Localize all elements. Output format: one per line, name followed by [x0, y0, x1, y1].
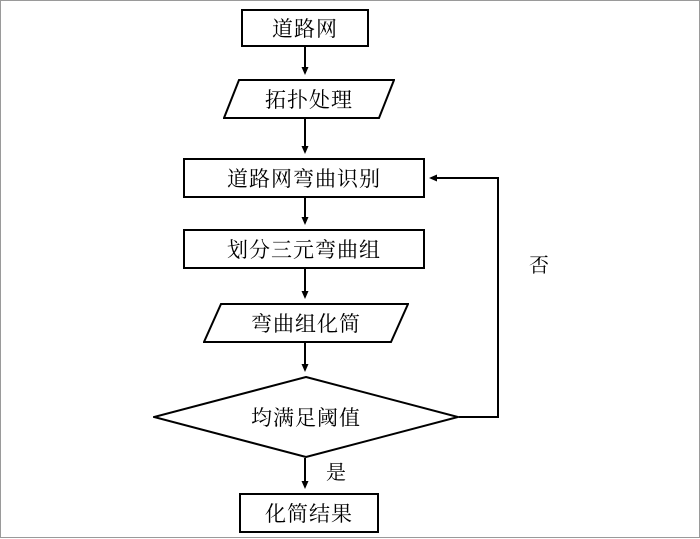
node-label: 均满足阈值	[251, 406, 361, 430]
node-label: 道路网	[272, 17, 338, 41]
node-bend-recognition	[183, 158, 425, 198]
node-label: 划分三元弯曲组	[227, 238, 381, 262]
node-simplified-result	[239, 493, 379, 533]
node-road-network	[241, 9, 369, 47]
node-bend-group-simplify	[203, 303, 409, 343]
node-label: 道路网弯曲识别	[227, 167, 381, 191]
node-topology-processing	[223, 79, 395, 119]
edge-label-no: 否	[529, 253, 549, 277]
node-label: 化简结果	[265, 502, 353, 526]
node-threshold-decision	[153, 376, 459, 458]
node-label: 拓扑处理	[265, 88, 353, 112]
node-ternary-bend-group	[183, 229, 425, 269]
node-label: 弯曲组化简	[251, 312, 361, 336]
edge-label-yes: 是	[326, 460, 346, 484]
